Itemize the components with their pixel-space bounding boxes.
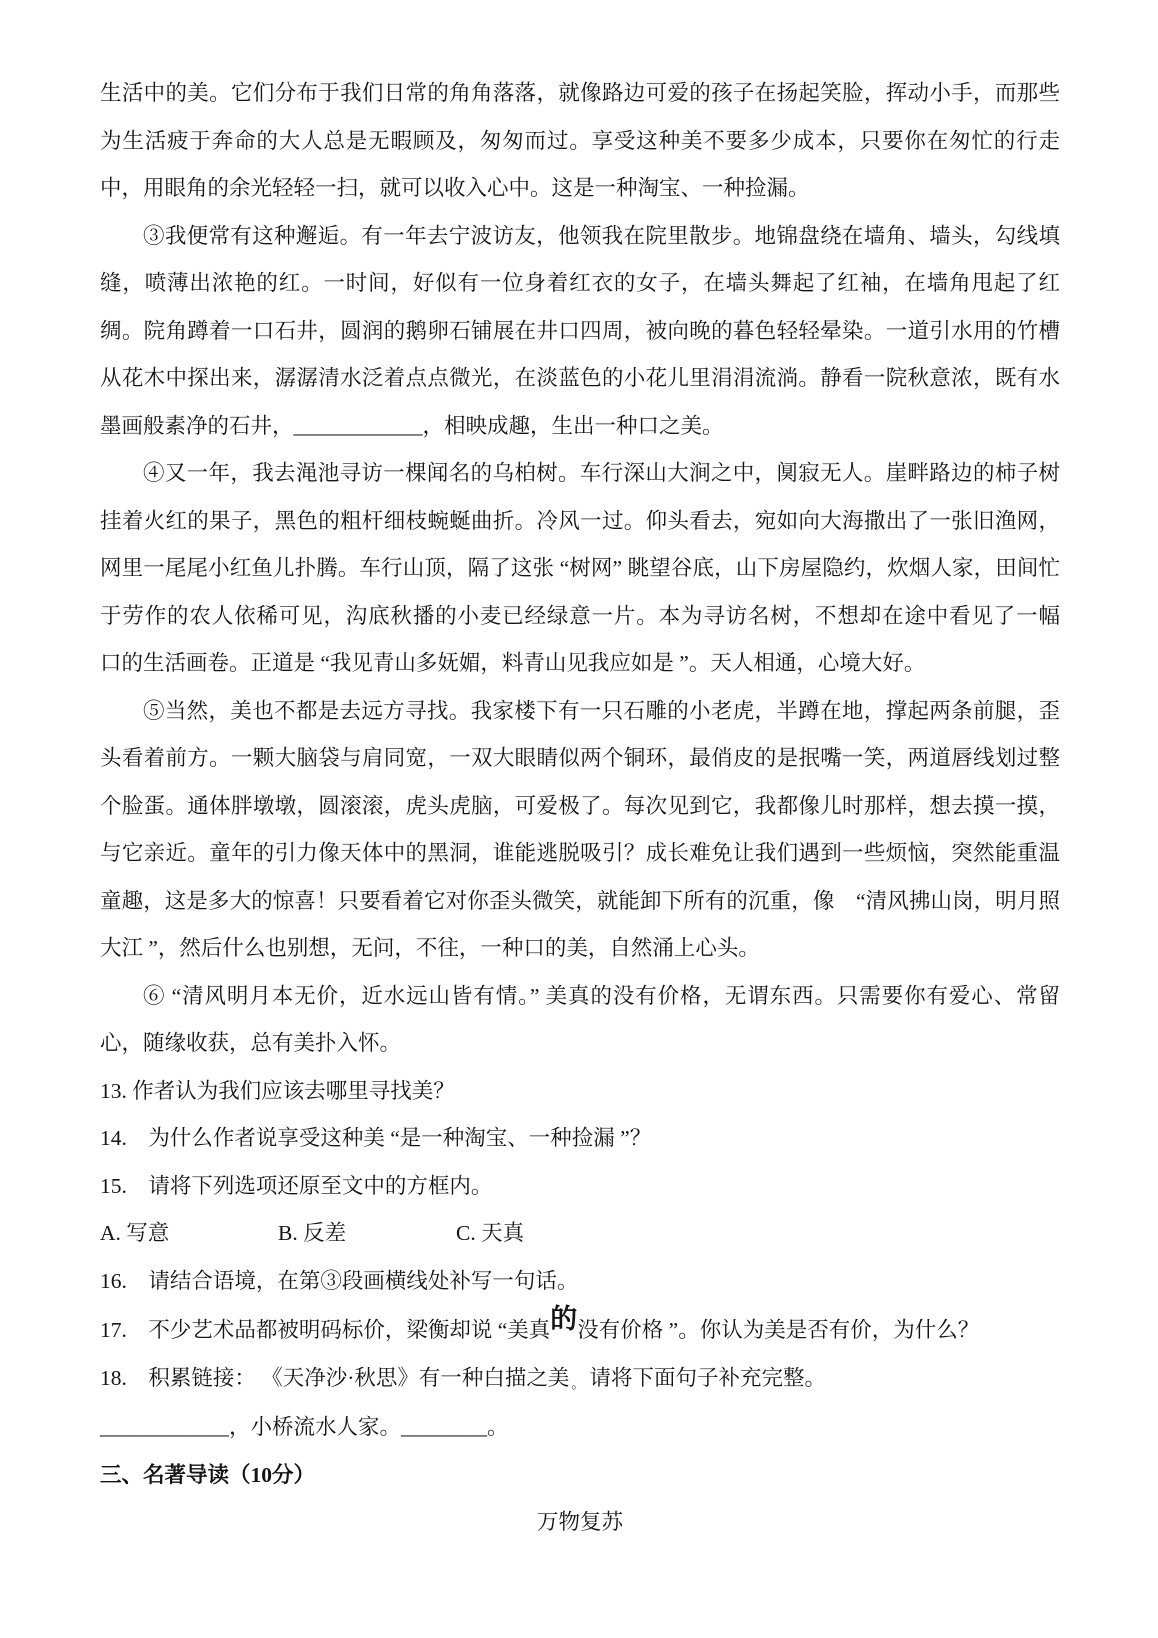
- question-13: 13. 作者认为我们应该去哪里寻找美？: [100, 1078, 455, 1103]
- question-14: 14. 为什么作者说享受这种美 “是一种淘宝、一种捡漏 ”？: [100, 1126, 652, 1150]
- question-15: 15. 请将下列选项还原至文中的方框内。: [100, 1173, 493, 1198]
- question-18-small-period: 。: [571, 1375, 585, 1391]
- paragraph-6: ⑥ “清风明月本无价，近水远山皆有情。” 美真的没有价格，无谓东西。只需要你有爱心、常留心，随缘收获，总有美扑入怀。: [100, 983, 1060, 1055]
- paragraph-5: ⑤当然，美也不都是去远方寻找。我家楼下有一只石雕的小老虎，半蹲在地，撑起两条前腿，歪头看着前方。一颗大脑袋与肩同宽，一双大眼睛似两个铜环，最俏皮的是抿嘴一笑，两道唇线划过整个脸蛋。通体胖墩墩，圆滚滚，虎头虎脑，可爱极了。每次见到它，我都像儿时那样，想去摸一摸，与它亲近。童年的引力像天体中的黑洞，谁能逃脱吸引？成长难免让我们遇到一些烦恼，突然能重温童趣，这是多大的惊喜！只要看着它对你歪头微笑，就能卸下所有的沉重，像 “清风拂山岗，明月照大江 ”，然后什么也别想，无问，不往，一种口的美，自然涌上心头。: [100, 698, 1060, 960]
- option-b: B. 反差: [278, 1221, 347, 1245]
- paragraph-continuation: 生活中的美。它们分布于我们日常的角角落落，就像路边可爱的孩子在扬起笑脸，挥动小手，而那些为生活疲于奔命的大人总是无暇顾及，匆匆而过。享受这种美不要多少成本，只要你在匆忙的行走中，用眼角的余光轻轻一扫，就可以收入心中。这是一种淘宝、一种捡漏。: [100, 81, 1060, 200]
- question-17-prefix: 17. 不少艺术品都被明码标价，梁衡却说 “美真: [100, 1318, 551, 1342]
- section-header: 三、名著导读（10分）: [100, 1462, 316, 1487]
- fill-in-blank-line: ____________，小桥流水人家。________。: [100, 1415, 509, 1439]
- question-17-emphasis: 的: [550, 1304, 578, 1334]
- paragraph-3: ③我便常有这种邂逅。有一年去宁波访友，他领我在院里散步。地锦盘绕在墙角、墙头，勾线填缝，喷薄出浓艳的红。一时间，好似有一位身着红衣的女子，在墙头舞起了红袖，在墙角甩起了红绸。院角蹲着一口石井，圆润的鹅卵石铺展在井口四周，被向晚的暮色轻轻晕染。一道引水用的竹槽从花木中探出来，潺潺清水泛着点点微光，在淡蓝色的小花儿里涓涓流淌。静看一院秋意浓，既有水墨画般素净的石井，____________，相映成趣，生出一种口之美。: [100, 223, 1060, 438]
- options-row: [100, 1210, 1060, 1258]
- paragraph-4: ④又一年，我去渑池寻访一棵闻名的乌柏树。车行深山大涧之中，阒寂无人。崖畔路边的柿子树挂着火红的果子，黑色的粗杆细枝蜿蜒曲折。冷风一过。仰头看去，宛如向大海撒出了一张旧渔网，网里一尾尾小红鱼儿扑腾。车行山顶，隔了这张 “树网” 眺望谷底，山下房屋隐约，炊烟人家，田间忙于劳作的农人依稀可见，沟底秋播的小麦已经绿意一片。本为寻访名树，不想却在途中看见了一幅 口的生活画卷。正道是 “我见青山多妩媚，料青山见我应如是 ”。天人相通，心境大好。: [100, 461, 1082, 675]
- question-16: 16. 请结合语境，在第③段画横线处补写一句话。: [100, 1268, 579, 1293]
- question-17: [100, 1305, 1060, 1355]
- option-c: C. 天真: [456, 1221, 525, 1245]
- option-a: A. 写意: [100, 1221, 170, 1245]
- question-18-prefix: 18. 积累链接： 《天净沙·秋思》有一种白描之美: [100, 1365, 570, 1390]
- question-18: [100, 1355, 1060, 1405]
- question-17-suffix: 没有价格 ”。你认为美是否有价，为什么？: [577, 1318, 980, 1342]
- question-18-suffix: 请将下面句子补充完整。: [589, 1365, 826, 1390]
- footer-title: 万物复苏: [536, 1510, 623, 1534]
